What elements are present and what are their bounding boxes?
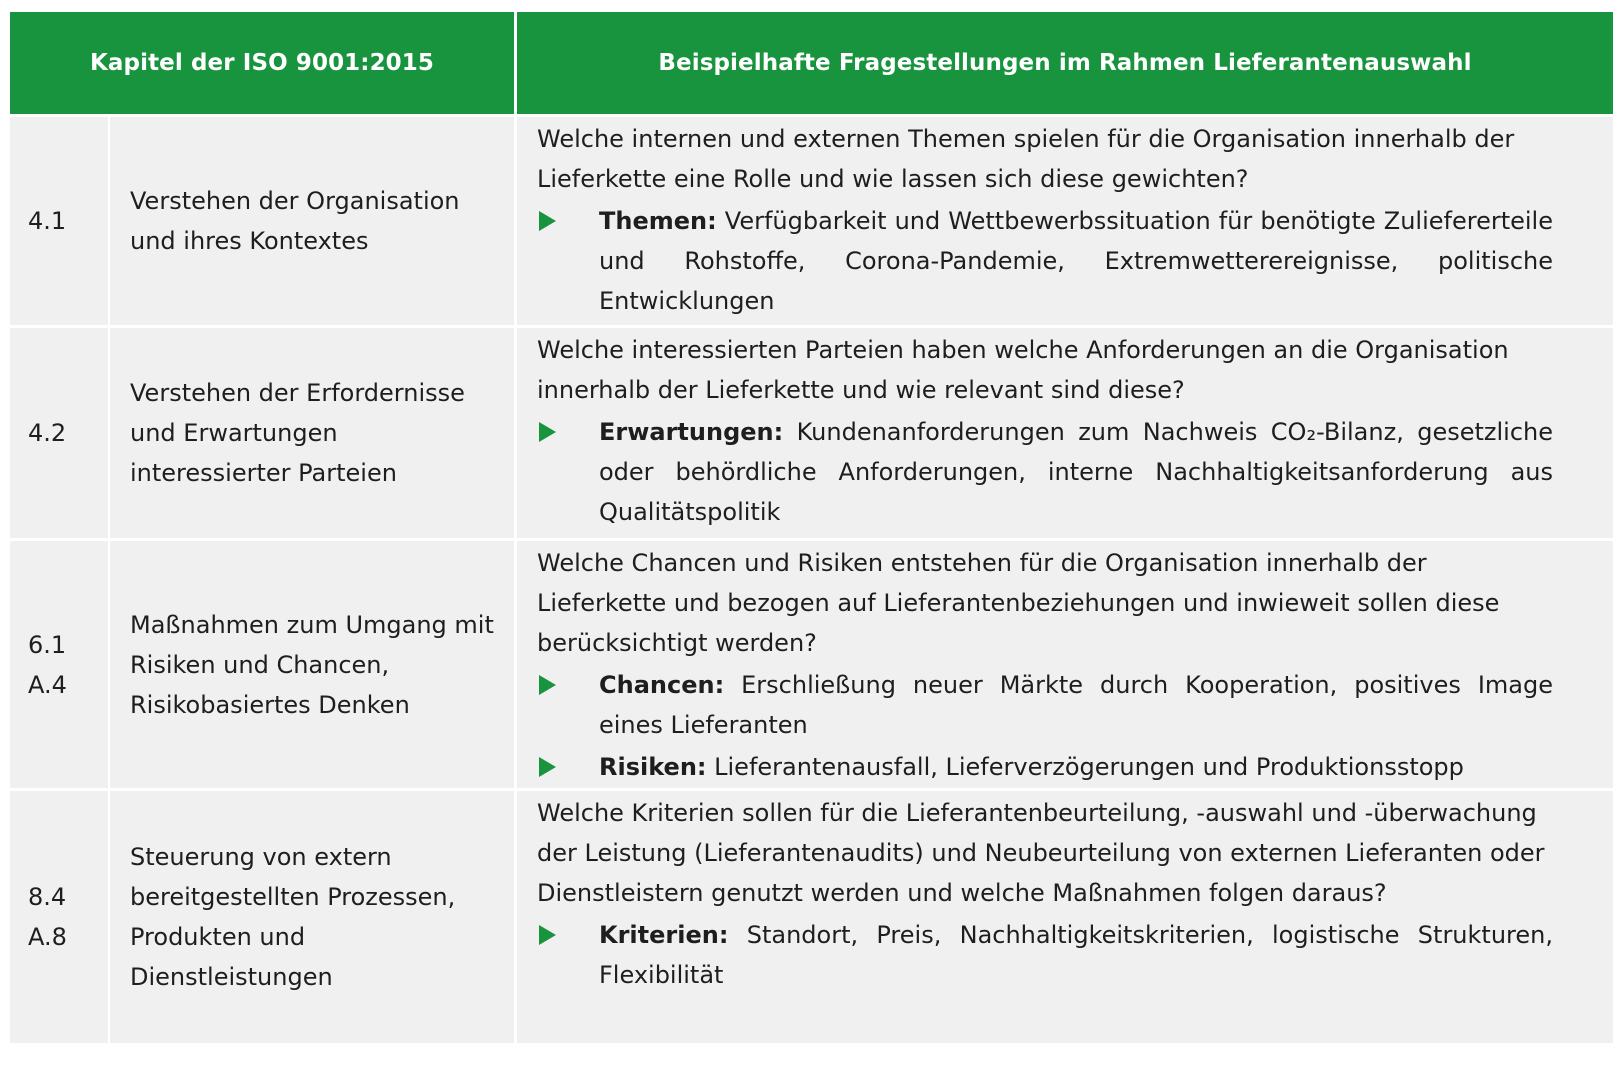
chapter-title: Verstehen der Erfordernisse und Erwartungen interessierter Parteien [130, 379, 465, 487]
bullet-item [537, 412, 1553, 532]
bullet-text: Kundenanforderungen zum Nachweis CO₂-Bilanz, gesetzliche oder behördliche Anforderungen, interne Nachhaltigkeitsanforderung aus Qualitätspolitik [599, 418, 1553, 526]
row-2-questions [517, 328, 1613, 538]
row-3-title [110, 541, 514, 788]
row-4-number [10, 791, 108, 1043]
chapter-number: 4.2 [28, 419, 67, 447]
bullet-label: Chancen: [599, 671, 725, 699]
row-2-title [110, 328, 514, 538]
triangle-bullet-icon [539, 422, 556, 442]
chapter-title: Maßnahmen zum Umgang mit Risiken und Chancen, Risikobasiertes Denken [130, 610, 494, 719]
row-3-questions [517, 541, 1613, 788]
bullet-item [537, 201, 1553, 321]
row-4-questions [517, 791, 1613, 1043]
question-text: Welche Kriterien sollen für die Lieferantenbeurteilung, -auswahl und -überwachung der Leistung (Lieferantenaudits) und Neubeurteilung von externen Lieferanten oder Dienstleistern genutzt werden und welche Maßnahmen folgen daraus? [537, 799, 1545, 907]
annex-number: A.8 [28, 923, 67, 951]
question-text: Welche internen und externen Themen spielen für die Organisation innerhalb der Lieferkette eine Rolle und wie lassen sich diese gewichten? [537, 125, 1515, 193]
chapter-number: 4.1 [28, 207, 67, 235]
row-1-questions [517, 117, 1613, 325]
chapter-title: Verstehen der Organisation und ihres Kontextes [130, 187, 460, 255]
triangle-bullet-icon [539, 211, 556, 231]
header-chapter: Kapitel der ISO 9001:2015 [10, 12, 514, 114]
iso-table [10, 12, 1613, 1043]
bullet-label: Risiken: [599, 753, 707, 781]
row-1-title [110, 117, 514, 325]
bullet-label: Themen: [599, 207, 717, 235]
chapter-title: Steuerung von extern bereitgestellten Prozessen, Produkten und Dienstleistungen [130, 843, 456, 991]
question-text: Welche Chancen und Risiken entstehen für die Organisation innerhalb der Lieferkette und bezogen auf Lieferantenbeziehungen und inwieweit sollen diese berücksichtigt werden? [537, 549, 1500, 657]
question-text: Welche interessierten Parteien haben welche Anforderungen an die Organisation innerhalb der Lieferkette und wie relevant sind diese? [537, 336, 1509, 404]
bullet-label: Kriterien: [599, 921, 729, 949]
row-1-number [10, 117, 108, 325]
annex-number: A.4 [28, 670, 67, 699]
triangle-bullet-icon [539, 675, 556, 695]
row-3-number [10, 541, 108, 788]
triangle-bullet-icon [539, 757, 556, 777]
bullet-text: Standort, Preis, Nachhaltigkeitskriterien, logistische Strukturen, Flexibilität [599, 921, 1553, 989]
header-questions: Beispielhafte Fragestellungen im Rahmen Lieferantenauswahl [517, 12, 1613, 114]
bullet-item [537, 915, 1553, 995]
bullet-text: Lieferantenausfall, Lieferverzögerungen und Produktionsstopp [714, 753, 1464, 781]
bullet-text: Verfügbarkeit und Wettbewerbssituation für benötigte Zuliefererteile und Rohstoffe, Corona-Pandemie, Extremwetterereignisse, politische Entwicklungen [599, 207, 1553, 315]
chapter-number: 8.4 [28, 883, 67, 911]
bullet-item [537, 665, 1553, 745]
triangle-bullet-icon [539, 925, 556, 945]
row-4-title [110, 791, 514, 1043]
bullet-text: Erschließung neuer Märkte durch Kooperation, positives Image eines Lieferanten [599, 671, 1553, 739]
row-2-number [10, 328, 108, 538]
chapter-number: 6.1 [28, 630, 67, 659]
bullet-label: Erwartungen: [599, 418, 784, 446]
bullet-item [537, 747, 1553, 787]
